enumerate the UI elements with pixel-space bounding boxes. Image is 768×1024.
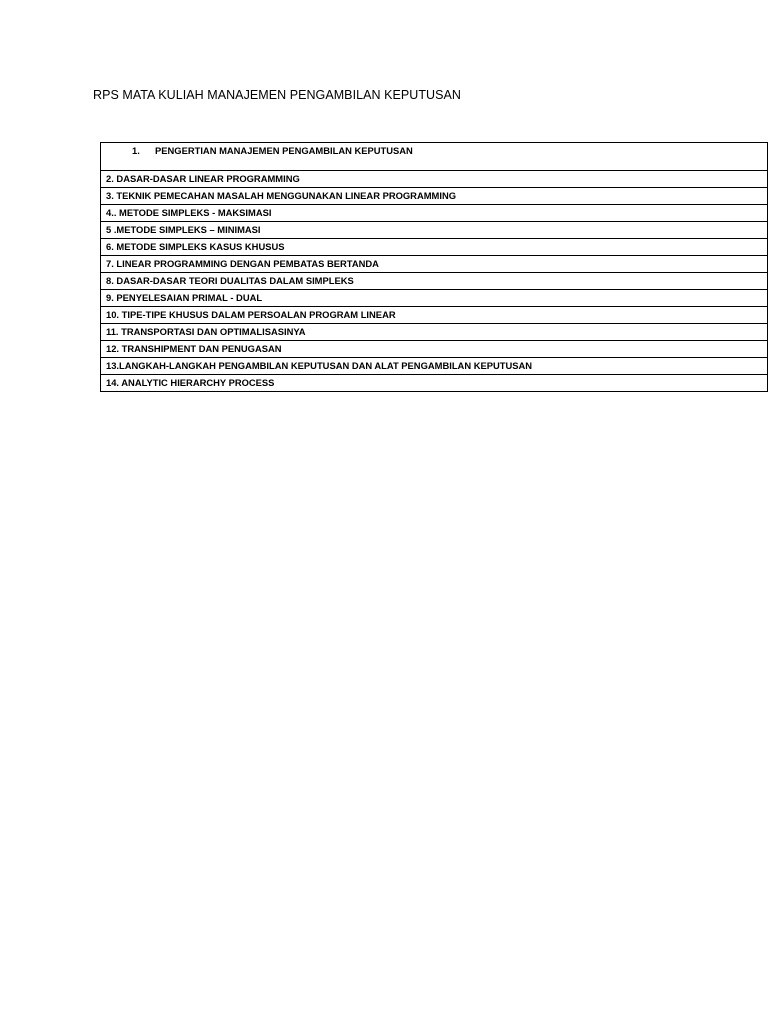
topic-cell: 5 .METODE SIMPLEKS – MINIMASI [101,222,768,239]
table-row [101,171,768,188]
topic-cell: 13.LANGKAH-LANGKAH PENGAMBILAN KEPUTUSAN DAN ALAT PENGAMBILAN KEPUTUSAN [101,358,768,375]
table-row [101,256,768,273]
table-row [101,358,768,375]
table-row [101,143,768,171]
page-title: RPS MATA KULIAH MANAJEMEN PENGAMBILAN KEPUTUSAN [93,88,461,102]
table-row [101,205,768,222]
table-row [101,222,768,239]
topic-number: 1. [132,145,140,156]
table-row [101,375,768,392]
topic-label: PENGERTIAN MANAJEMEN PENGAMBILAN KEPUTUSAN [155,145,413,156]
topic-cell: 10. TIPE-TIPE KHUSUS DALAM PERSOALAN PROGRAM LINEAR [101,307,768,324]
topic-cell: 14. ANALYTIC HIERARCHY PROCESS [101,375,768,392]
topic-cell: 8. DASAR-DASAR TEORI DUALITAS DALAM SIMPLEKS [101,273,768,290]
table-row [101,239,768,256]
topic-cell: 3. TEKNIK PEMECAHAN MASALAH MENGGUNAKAN LINEAR PROGRAMMING [101,188,768,205]
topic-cell: 12. TRANSHIPMENT DAN PENUGASAN [101,341,768,358]
topic-cell [101,143,768,171]
topic-cell: 4.. METODE SIMPLEKS - MAKSIMASI [101,205,768,222]
table-row [101,290,768,307]
topic-cell: 11. TRANSPORTASI DAN OPTIMALISASINYA [101,324,768,341]
topic-cell: 6. METODE SIMPLEKS KASUS KHUSUS [101,239,768,256]
table-row [101,307,768,324]
table-row [101,341,768,358]
table-row [101,188,768,205]
table-row [101,324,768,341]
topic-cell: 2. DASAR-DASAR LINEAR PROGRAMMING [101,171,768,188]
topic-cell: 9. PENYELESAIAN PRIMAL - DUAL [101,290,768,307]
table-row [101,273,768,290]
topics-table [100,142,768,392]
topic-cell: 7. LINEAR PROGRAMMING DENGAN PEMBATAS BERTANDA [101,256,768,273]
